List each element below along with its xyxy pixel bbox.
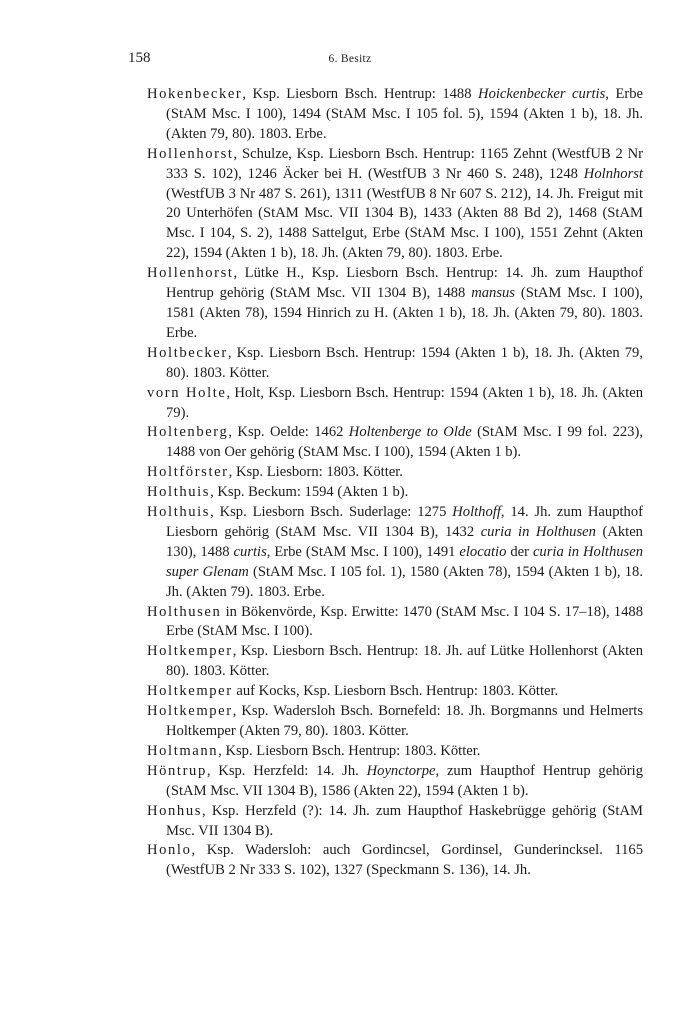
entry-headword: Höntrup xyxy=(147,762,207,779)
entry-text: (StAM Msc. I 105 fol. 1), 1580 (Akten 78), 1594 (Akten 1 b), 18. Jh. (Akten 79). 1803. Erbe. xyxy=(166,563,643,600)
entry-headword: Hokenbecker xyxy=(147,86,243,102)
entry-headword: Holtbecker xyxy=(147,344,228,361)
register-entry xyxy=(147,603,643,643)
register-entry xyxy=(147,762,643,802)
running-title: 6. Besitz xyxy=(328,53,372,65)
entry-headword: Hollenhorst xyxy=(147,145,234,162)
entry-text: , Ksp. Liesborn Bsch. Suderlage: 1275 xyxy=(210,504,453,521)
entry-text: , Ksp. Wadersloh: auch Gordincsel, Gordinsel, Gunderincksel. 1165 (WestfUB 2 Nr 333 S. 102), 1327 (Speckmann S. 136), 14. Jh. xyxy=(166,842,643,879)
entry-text: der xyxy=(506,543,533,560)
entry-text: , zum Haupthof Hentrup gehörig (StAM Msc. VII 1304 B), 1586 (Akten 22), 1594 (Akten 1 b). xyxy=(166,762,643,799)
entry-text: (WestfUB 3 Nr 487 S. 261), 1311 (WestfUB 8 Nr 607 S. 212), 14. Jh. Freigut mit 20 Unterhöfen (StAM Msc. VII 1304 B), 1433 (Akten 88 Bd 2), 1468 (StAM Msc. I 104, S. 2), 1488 Sattelgut, Erbe (StAM Msc. I 100), 1551 Zehnt (Akten 22), 1594 (Akten 1 b), 18. Jh. (Akten 79, 80). 1803. Erbe. xyxy=(166,185,643,262)
register-entry xyxy=(147,682,643,702)
entry-list xyxy=(147,85,643,881)
entry-text: , Ksp. Liesborn: 1803. Kötter. xyxy=(228,464,403,481)
entry-italic-term: curtis xyxy=(233,543,267,560)
entry-italic-term: Hoickenbecker curtis xyxy=(478,86,606,102)
register-entry xyxy=(147,463,643,483)
entry-text: , Ksp. Wadersloh Bsch. Bornefeld: 18. Jh. Borgmanns und Helmerts Holtkemper (Akten 79, 80). 1803. Kötter. xyxy=(166,703,643,739)
register-entry xyxy=(147,503,643,603)
entry-italic-term: Holtenberge to Olde xyxy=(348,424,472,441)
register-entry xyxy=(147,702,643,742)
entry-italic-term: curia in Holthusen super Glenam xyxy=(166,543,644,580)
entry-text: , Holt, Ksp. Liesborn Bsch. Hentrup: 1594 (Akten 1 b), 18. Jh. (Akten 79). xyxy=(166,384,643,421)
entry-headword: Holtenberg xyxy=(147,424,229,441)
register-entry xyxy=(147,802,643,842)
register-entry xyxy=(147,423,643,463)
entry-headword: Holtkemper xyxy=(147,683,233,700)
entry-headword: Holthuis xyxy=(147,504,211,521)
entry-text: , Ksp. Liesborn Bsch. Hentrup: 1594 (Akten 1 b), 18. Jh. (Akten 79, 80). 1803. Kötter. xyxy=(166,344,643,381)
entry-headword: Holtförster xyxy=(147,464,229,481)
register-entry xyxy=(147,841,643,881)
entry-text: (StAM Msc. I 99 fol. 223), 1488 von Oer gehörig (StAM Msc. I 100), 1594 (Akten 1 b). xyxy=(166,424,643,461)
entry-text: , Ksp. Liesborn Bsch. Hentrup: 1803. Kötter. xyxy=(218,742,481,759)
entry-text: , Ksp. Herzfeld: 14. Jh. xyxy=(206,762,367,779)
register-entry xyxy=(147,85,643,145)
register-entry xyxy=(147,483,643,503)
entry-italic-term: Holthoff xyxy=(452,504,501,521)
register-entry xyxy=(147,145,643,264)
entry-text: , Erbe (StAM Msc. I 100), 1494 (StAM Msc. I 105 fol. 5), 1594 (Akten 1 b), 18. Jh. (Akten 79, 80). 1803. Erbe. xyxy=(166,86,643,142)
entry-headword: vorn Holte xyxy=(147,384,227,401)
entry-headword: Holthuis xyxy=(147,484,211,501)
entry-text: , Ksp. Liesborn Bsch. Hentrup: 1488 xyxy=(242,86,479,102)
entry-text: in Bökenvörde, Ksp. Erwitte: 1470 (StAM Msc. I 104 S. 17–18), 1488 Erbe (StAM Msc. I 100). xyxy=(166,603,643,640)
register-entry xyxy=(147,384,643,424)
entry-text: , Ksp. Herzfeld (?): 14. Jh. zum Haupthof Haskebrügge gehörig (StAM Msc. VII 1304 B). xyxy=(166,802,643,839)
register-entry xyxy=(147,742,643,762)
register-entry xyxy=(147,264,643,344)
entry-text: auf Kocks, Ksp. Liesborn Bsch. Hentrup: 1803. Kötter. xyxy=(232,683,559,700)
entry-italic-term: Hoynctorpe xyxy=(366,762,436,779)
entry-text: , Erbe (StAM Msc. I 100), 1491 xyxy=(266,543,460,560)
register-entry xyxy=(147,642,643,682)
entry-italic-term: curia in Holthusen xyxy=(480,523,596,540)
entry-text: (StAM Msc. I 100), 1581 (Akten 78), 1594 Hinrich zu H. (Akten 1 b), 18. Jh. (Akten 79, 80). 1803. Erbe. xyxy=(166,285,643,341)
entry-headword: Hollenhorst xyxy=(147,265,234,282)
entry-italic-term: elocatio xyxy=(459,543,507,560)
entry-text: (Akten 130), 1488 xyxy=(166,523,643,560)
entry-text: , Ksp. Liesborn Bsch. Hentrup: 18. Jh. auf Lütke Hollenhorst (Akten 80). 1803. Kötter. xyxy=(166,643,643,680)
entry-italic-term: Holnhorst xyxy=(583,165,643,182)
entry-headword: Honlo xyxy=(147,842,192,859)
entry-headword: Holtmann xyxy=(147,742,219,759)
entry-italic-term: mansus xyxy=(471,285,515,302)
entry-headword: Holthusen xyxy=(147,603,222,620)
entry-text: , Ksp. Oelde: 1462 xyxy=(228,424,349,441)
entry-text: , Lütke H., Ksp. Liesborn Bsch. Hentrup: 14. Jh. zum Haupthof Hentrup gehörig (StAM Msc. VII 1304 B), 1488 xyxy=(166,265,643,302)
page-number: 158 xyxy=(128,50,151,66)
entry-headword: Honhus xyxy=(147,802,203,819)
entry-text: , 14. Jh. zum Haupthof Liesborn gehörig (StAM Msc. VII 1304 B), 1432 xyxy=(166,504,644,540)
entry-headword: Holtkemper xyxy=(147,703,233,720)
entry-headword: Holtkemper xyxy=(147,643,233,660)
entry-text: , Ksp. Beckum: 1594 (Akten 1 b). xyxy=(210,484,409,501)
register-entry xyxy=(147,344,643,384)
entry-text: , Schulze, Ksp. Liesborn Bsch. Hentrup: 1165 Zehnt (WestfUB 2 Nr 333 S. 102), 1246 Äcker bei H. (WestfUB 3 Nr 460 S. 248), 1248 xyxy=(166,145,643,182)
